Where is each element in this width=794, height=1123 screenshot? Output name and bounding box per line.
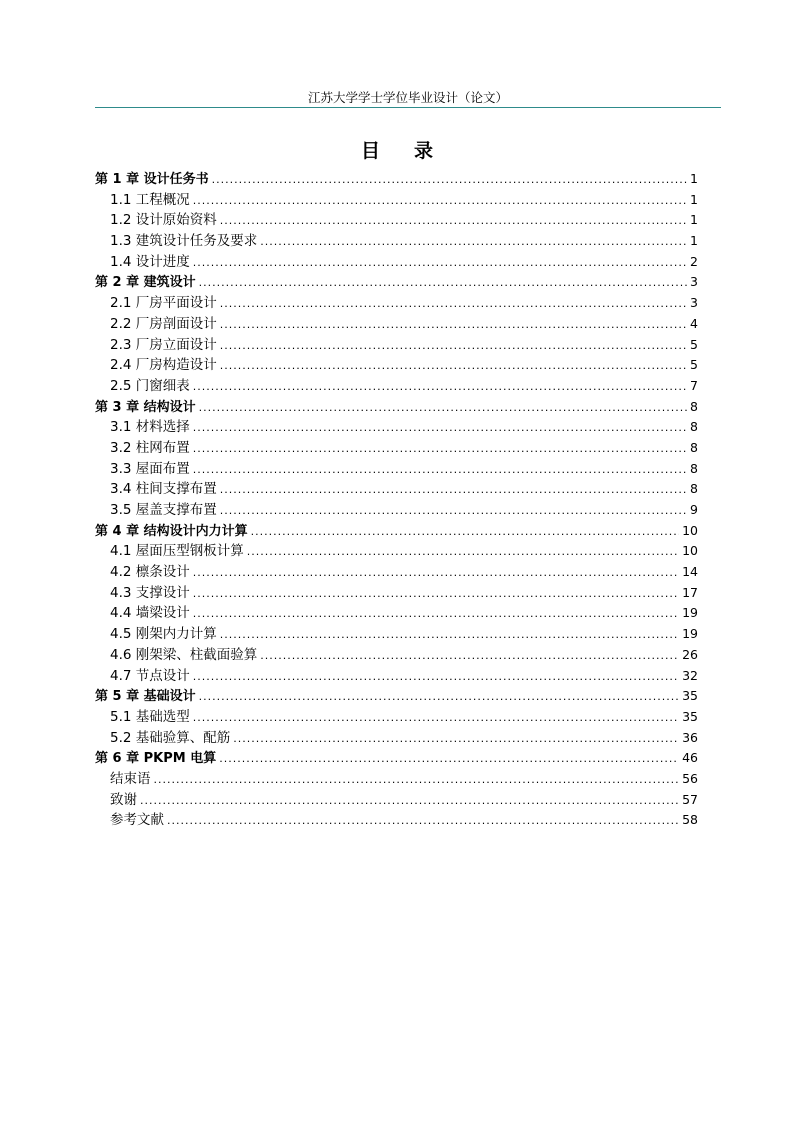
toc-entry-page-number: 19 <box>682 605 698 621</box>
toc-entry-page-number: 56 <box>682 770 698 786</box>
toc-dot-leader <box>193 667 679 688</box>
toc-section-entry[interactable] <box>95 624 698 645</box>
toc-entry-label: 4.7 节点设计 <box>110 667 190 684</box>
toc-entry-page-number: 26 <box>682 646 698 662</box>
toc-entry-label: 2.2 厂房剖面设计 <box>110 315 217 332</box>
toc-dot-leader <box>220 501 687 522</box>
toc-chapter-entry[interactable] <box>95 397 698 418</box>
toc-entry-page-number: 14 <box>682 564 698 580</box>
toc-entry-page-number: 17 <box>682 584 698 600</box>
toc-dot-leader <box>193 460 687 481</box>
toc-entry-page-number: 35 <box>682 708 698 724</box>
toc-entry-label: 4.5 刚架内力计算 <box>110 626 217 643</box>
toc-section-entry[interactable] <box>95 459 698 480</box>
toc-entry-page-number: 5 <box>690 336 698 352</box>
toc-entry-page-number: 4 <box>690 315 698 331</box>
toc-entry-page-number: 10 <box>682 543 698 559</box>
toc-section-entry[interactable] <box>95 417 698 438</box>
toc-entry-label: 3.1 材料选择 <box>110 419 190 436</box>
toc-entry-label: 第 2 章 建筑设计 <box>95 275 196 291</box>
toc-section-entry[interactable] <box>95 707 698 728</box>
toc-section-entry[interactable] <box>95 728 698 749</box>
toc-entry-label: 4.2 檩条设计 <box>110 564 190 581</box>
toc-section-entry[interactable] <box>95 479 698 500</box>
toc-section-entry[interactable] <box>95 314 698 335</box>
page-header <box>95 90 721 108</box>
toc-chapter-entry[interactable] <box>95 686 698 707</box>
toc-section-entry[interactable] <box>95 603 698 624</box>
toc-chapter-entry[interactable] <box>95 169 698 190</box>
toc-dot-leader <box>193 377 687 398</box>
toc-entry-page-number: 1 <box>690 191 698 207</box>
toc-dot-leader <box>167 811 679 832</box>
toc-entry-page-number: 8 <box>690 419 698 435</box>
toc-dot-leader <box>220 336 687 357</box>
toc-dot-leader <box>219 749 679 770</box>
toc-dot-leader <box>220 356 687 377</box>
toc-entry-page-number: 2 <box>690 253 698 269</box>
toc-entry-page-number: 7 <box>690 377 698 393</box>
toc-dot-leader <box>220 315 687 336</box>
toc-entry-page-number: 8 <box>690 439 698 455</box>
toc-entry-page-number: 8 <box>690 398 698 414</box>
toc-entry-label: 2.4 厂房构造设计 <box>110 357 217 374</box>
toc-section-entry[interactable] <box>95 376 698 397</box>
toc-dot-leader <box>251 522 679 543</box>
toc-dot-leader <box>193 191 687 212</box>
toc-entry-label: 致谢 <box>110 791 137 808</box>
toc-dot-leader <box>260 232 687 253</box>
toc-dot-leader <box>199 687 679 708</box>
toc-section-entry[interactable] <box>95 293 698 314</box>
page-header-text: 江苏大学学士学位毕业设计（论文） <box>307 90 508 105</box>
toc-entry-page-number: 58 <box>682 812 698 828</box>
toc-dot-leader <box>193 439 687 460</box>
toc-dot-leader <box>140 791 679 812</box>
toc-dot-leader <box>220 211 687 232</box>
toc-title: 目录 <box>360 140 467 162</box>
toc-dot-leader <box>154 770 680 791</box>
toc-section-entry[interactable] <box>95 810 698 831</box>
toc-section-entry[interactable] <box>95 190 698 211</box>
toc-dot-leader <box>193 253 687 274</box>
toc-section-entry[interactable] <box>95 438 698 459</box>
toc-entry-label: 2.5 门窗细表 <box>110 377 190 394</box>
toc-dot-leader <box>193 708 679 729</box>
toc-section-entry[interactable] <box>95 666 698 687</box>
toc-dot-leader <box>212 170 687 191</box>
toc-entry-label: 1.2 设计原始资料 <box>110 212 217 229</box>
toc-entry-page-number: 1 <box>690 171 698 186</box>
toc-entry-label: 第 4 章 结构设计内力计算 <box>95 523 248 539</box>
toc-dot-leader <box>193 418 687 439</box>
toc-entry-page-number: 46 <box>682 750 698 766</box>
toc-entry-label: 4.1 屋面压型钢板计算 <box>110 543 244 560</box>
toc-dot-leader <box>193 604 679 625</box>
toc-entry-page-number: 8 <box>690 481 698 497</box>
toc-entry-label: 2.1 厂房平面设计 <box>110 295 217 312</box>
toc-dot-leader <box>193 584 679 605</box>
toc-dot-leader <box>220 480 687 501</box>
toc-dot-leader <box>199 273 687 294</box>
toc-dot-leader <box>193 563 679 584</box>
toc-section-entry[interactable] <box>95 335 698 356</box>
toc-entry-page-number: 8 <box>690 460 698 476</box>
toc-entry-label: 4.3 支撑设计 <box>110 584 190 601</box>
toc-entry-page-number: 9 <box>690 502 698 517</box>
toc-chapter-entry[interactable] <box>95 272 698 293</box>
toc-entry-page-number: 19 <box>682 626 698 642</box>
toc-dot-leader <box>220 625 679 646</box>
toc-entry-label: 结束语 <box>110 770 151 787</box>
toc-section-entry[interactable] <box>95 231 698 252</box>
toc-entry-label: 参考文献 <box>110 812 164 829</box>
toc-entry-page-number: 5 <box>690 357 698 373</box>
toc-section-entry[interactable] <box>95 562 698 583</box>
toc-entry-label: 3.3 屋面布置 <box>110 460 190 477</box>
table-of-contents <box>95 169 698 831</box>
toc-entry-page-number: 10 <box>682 522 698 538</box>
toc-section-entry[interactable] <box>95 790 698 811</box>
toc-section-entry[interactable] <box>95 541 698 562</box>
toc-entry-label: 4.4 墙梁设计 <box>110 605 190 622</box>
toc-section-entry[interactable] <box>95 769 698 790</box>
toc-entry-label: 1.1 工程概况 <box>110 191 190 208</box>
toc-section-entry[interactable] <box>95 645 698 666</box>
toc-entry-page-number: 3 <box>690 274 698 290</box>
toc-section-entry[interactable] <box>95 500 698 521</box>
toc-section-entry[interactable] <box>95 252 698 273</box>
toc-entry-label: 3.4 柱间支撑布置 <box>110 481 217 498</box>
toc-entry-label: 5.2 基础验算、配筋 <box>110 729 231 746</box>
toc-entry-label: 第 1 章 设计任务书 <box>95 172 209 187</box>
toc-dot-leader <box>199 398 687 419</box>
toc-dot-leader <box>233 729 679 750</box>
toc-entry-label: 第 3 章 结构设计 <box>95 399 196 415</box>
toc-entry-label: 3.2 柱网布置 <box>110 439 190 456</box>
toc-entry-page-number: 1 <box>690 233 698 249</box>
toc-dot-leader <box>260 646 679 667</box>
toc-section-entry[interactable] <box>95 355 698 376</box>
toc-entry-label: 1.4 设计进度 <box>110 253 190 270</box>
toc-section-entry[interactable] <box>95 210 698 231</box>
toc-entry-page-number: 35 <box>682 688 698 704</box>
toc-entry-label: 3.5 屋盖支撑布置 <box>110 502 217 518</box>
toc-entry-label: 2.3 厂房立面设计 <box>110 336 217 353</box>
toc-entry-label: 第 5 章 基础设计 <box>95 689 196 705</box>
toc-dot-leader <box>220 294 687 315</box>
toc-dot-leader <box>247 542 679 563</box>
toc-entry-page-number: 1 <box>690 212 698 228</box>
toc-entry-page-number: 36 <box>682 729 698 745</box>
toc-section-entry[interactable] <box>95 583 698 604</box>
toc-chapter-entry[interactable] <box>95 521 698 542</box>
toc-entry-page-number: 3 <box>690 295 698 311</box>
toc-entry-page-number: 57 <box>682 791 698 807</box>
toc-entry-label: 第 6 章 PKPM 电算 <box>95 751 217 767</box>
toc-chapter-entry[interactable] <box>95 748 698 769</box>
toc-entry-label: 5.1 基础选型 <box>110 708 190 725</box>
toc-entry-label: 1.3 建筑设计任务及要求 <box>110 233 258 250</box>
toc-entry-label: 4.6 刚架梁、柱截面验算 <box>110 646 258 663</box>
toc-entry-page-number: 32 <box>682 667 698 683</box>
